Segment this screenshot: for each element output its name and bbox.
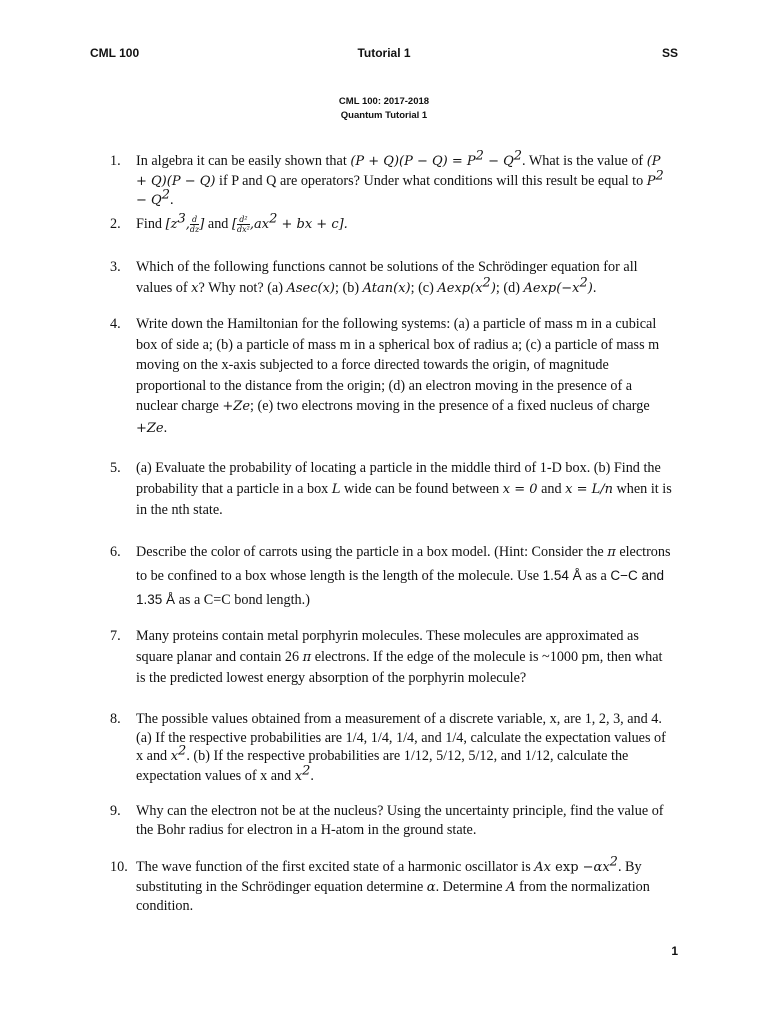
question-4 — [110, 314, 675, 439]
question-5 — [110, 458, 675, 521]
question-number: 6. — [110, 544, 121, 560]
header-author-initials: SS — [661, 46, 678, 60]
document-title: CML 100: 2017-2018 — [338, 96, 430, 107]
question-number: 2. — [110, 216, 121, 232]
question-2 — [110, 211, 675, 236]
question-6 — [110, 541, 675, 612]
question-number: 8. — [110, 711, 121, 727]
question-text: Find [$z^3$, $\frac{d}{dz}$ ] and [ $\frac{\text{d²}}{\text{dx²}}$ $,ax^2$ + bx + c]. — [136, 211, 348, 235]
question-number: 3. — [110, 259, 121, 275]
question-text: Describe the color of carrots using the particle in a box model. (Hint: Consider the π electrons to be confined to a box whose length is the length of the molecule. Use 1.54 Å as a C−C and 1.35 Å as a C=C bond length.) — [136, 544, 671, 608]
question-3 — [110, 257, 675, 299]
question-number: 9. — [110, 803, 121, 819]
question-1 — [110, 148, 675, 211]
question-text: In algebra it can be easily shown that $(P + Q)(P - Q) = P^2 - Q^2$. What is the value of (P + Q)(P − Q) if P and Q are operators? Under what conditions will this result be equal to $P^2 - Q^2$. — [136, 148, 664, 208]
question-7 — [110, 626, 675, 689]
question-number: 10. — [110, 859, 128, 875]
document-subtitle: Quantum Tutorial 1 — [340, 110, 428, 121]
question-text: Which of the following functions cannot be solutions of the Schrödinger equation for all values of x? Why not? (a) Asec(x); (b) Atan(x); (c) $Aexp(x^2)$; (d) $Aexp(-x^2)$. — [136, 259, 638, 296]
header-course-code: CML 100 — [90, 46, 140, 60]
question-number: 4. — [110, 316, 121, 332]
question-text: The wave function of the first excited state of a harmonic oscillator is Ax $\exp -\alpha x^2$. By substituting in the Schrödinger equation determine α. Determine A from the normalization condition. — [136, 854, 650, 914]
question-9 — [110, 802, 675, 839]
question-text: Many proteins contain metal porphyrin molecules. These molecules are approximated as square planar and contain 26 π electrons. If the edge of the molecule is ~1000 pm, then what is the predicted lowest energy absorption of the porphyrin molecule? — [136, 628, 663, 686]
question-text: The possible values obtained from a measurement of a discrete variable, x, are 1, 2, 3, and 4. (a) If the respective probabilities are 1/4, 1/4, 1/4, and 1/4, calculate the expectation values of x and $x^2$. (b) If the respective probabilities are 1/12, 5/12, 5/12, and 1/12, calculate the expectation values of x and $x^2$. — [136, 711, 666, 784]
question-number: 1. — [110, 153, 121, 169]
question-text: Write down the Hamiltonian for the following systems: (a) a particle of mass m in a cubical box of side a; (b) a particle of mass m in a spherical box of radius a; (c) a particle of mass m moving on the x-axis subjected to a force directed towards the origin, of magnitude proportional to the distance from the origin; (d) an electron moving in the presence of a nuclear charge +Ze; (e) two electrons moving in the presence of a fixed nucleus of charge +Ze. — [136, 316, 660, 436]
fraction-d2-dx2: $\frac{\text{d²}}{\text{dx²}}$ — [237, 215, 250, 235]
question-8 — [110, 710, 675, 786]
question-number: 7. — [110, 628, 121, 644]
question-number: 5. — [110, 460, 121, 476]
question-10 — [110, 854, 675, 916]
header-tutorial-title: Tutorial 1 — [357, 46, 411, 60]
page-number: 1 — [671, 944, 678, 958]
fraction-d-dz: $\frac{d}{dz}$ — [189, 215, 200, 235]
question-text: (a) Evaluate the probability of locating a particle in the middle third of 1-D box. (b) Find the probability that a particle in a box L wide can be found between x = 0 and x = L/n when it is in the nth state. — [136, 460, 672, 518]
question-text: Why can the electron not be at the nucleus? Using the uncertainty principle, find the value of the Bohr radius for electron in a H-atom in the ground state. — [136, 803, 664, 838]
